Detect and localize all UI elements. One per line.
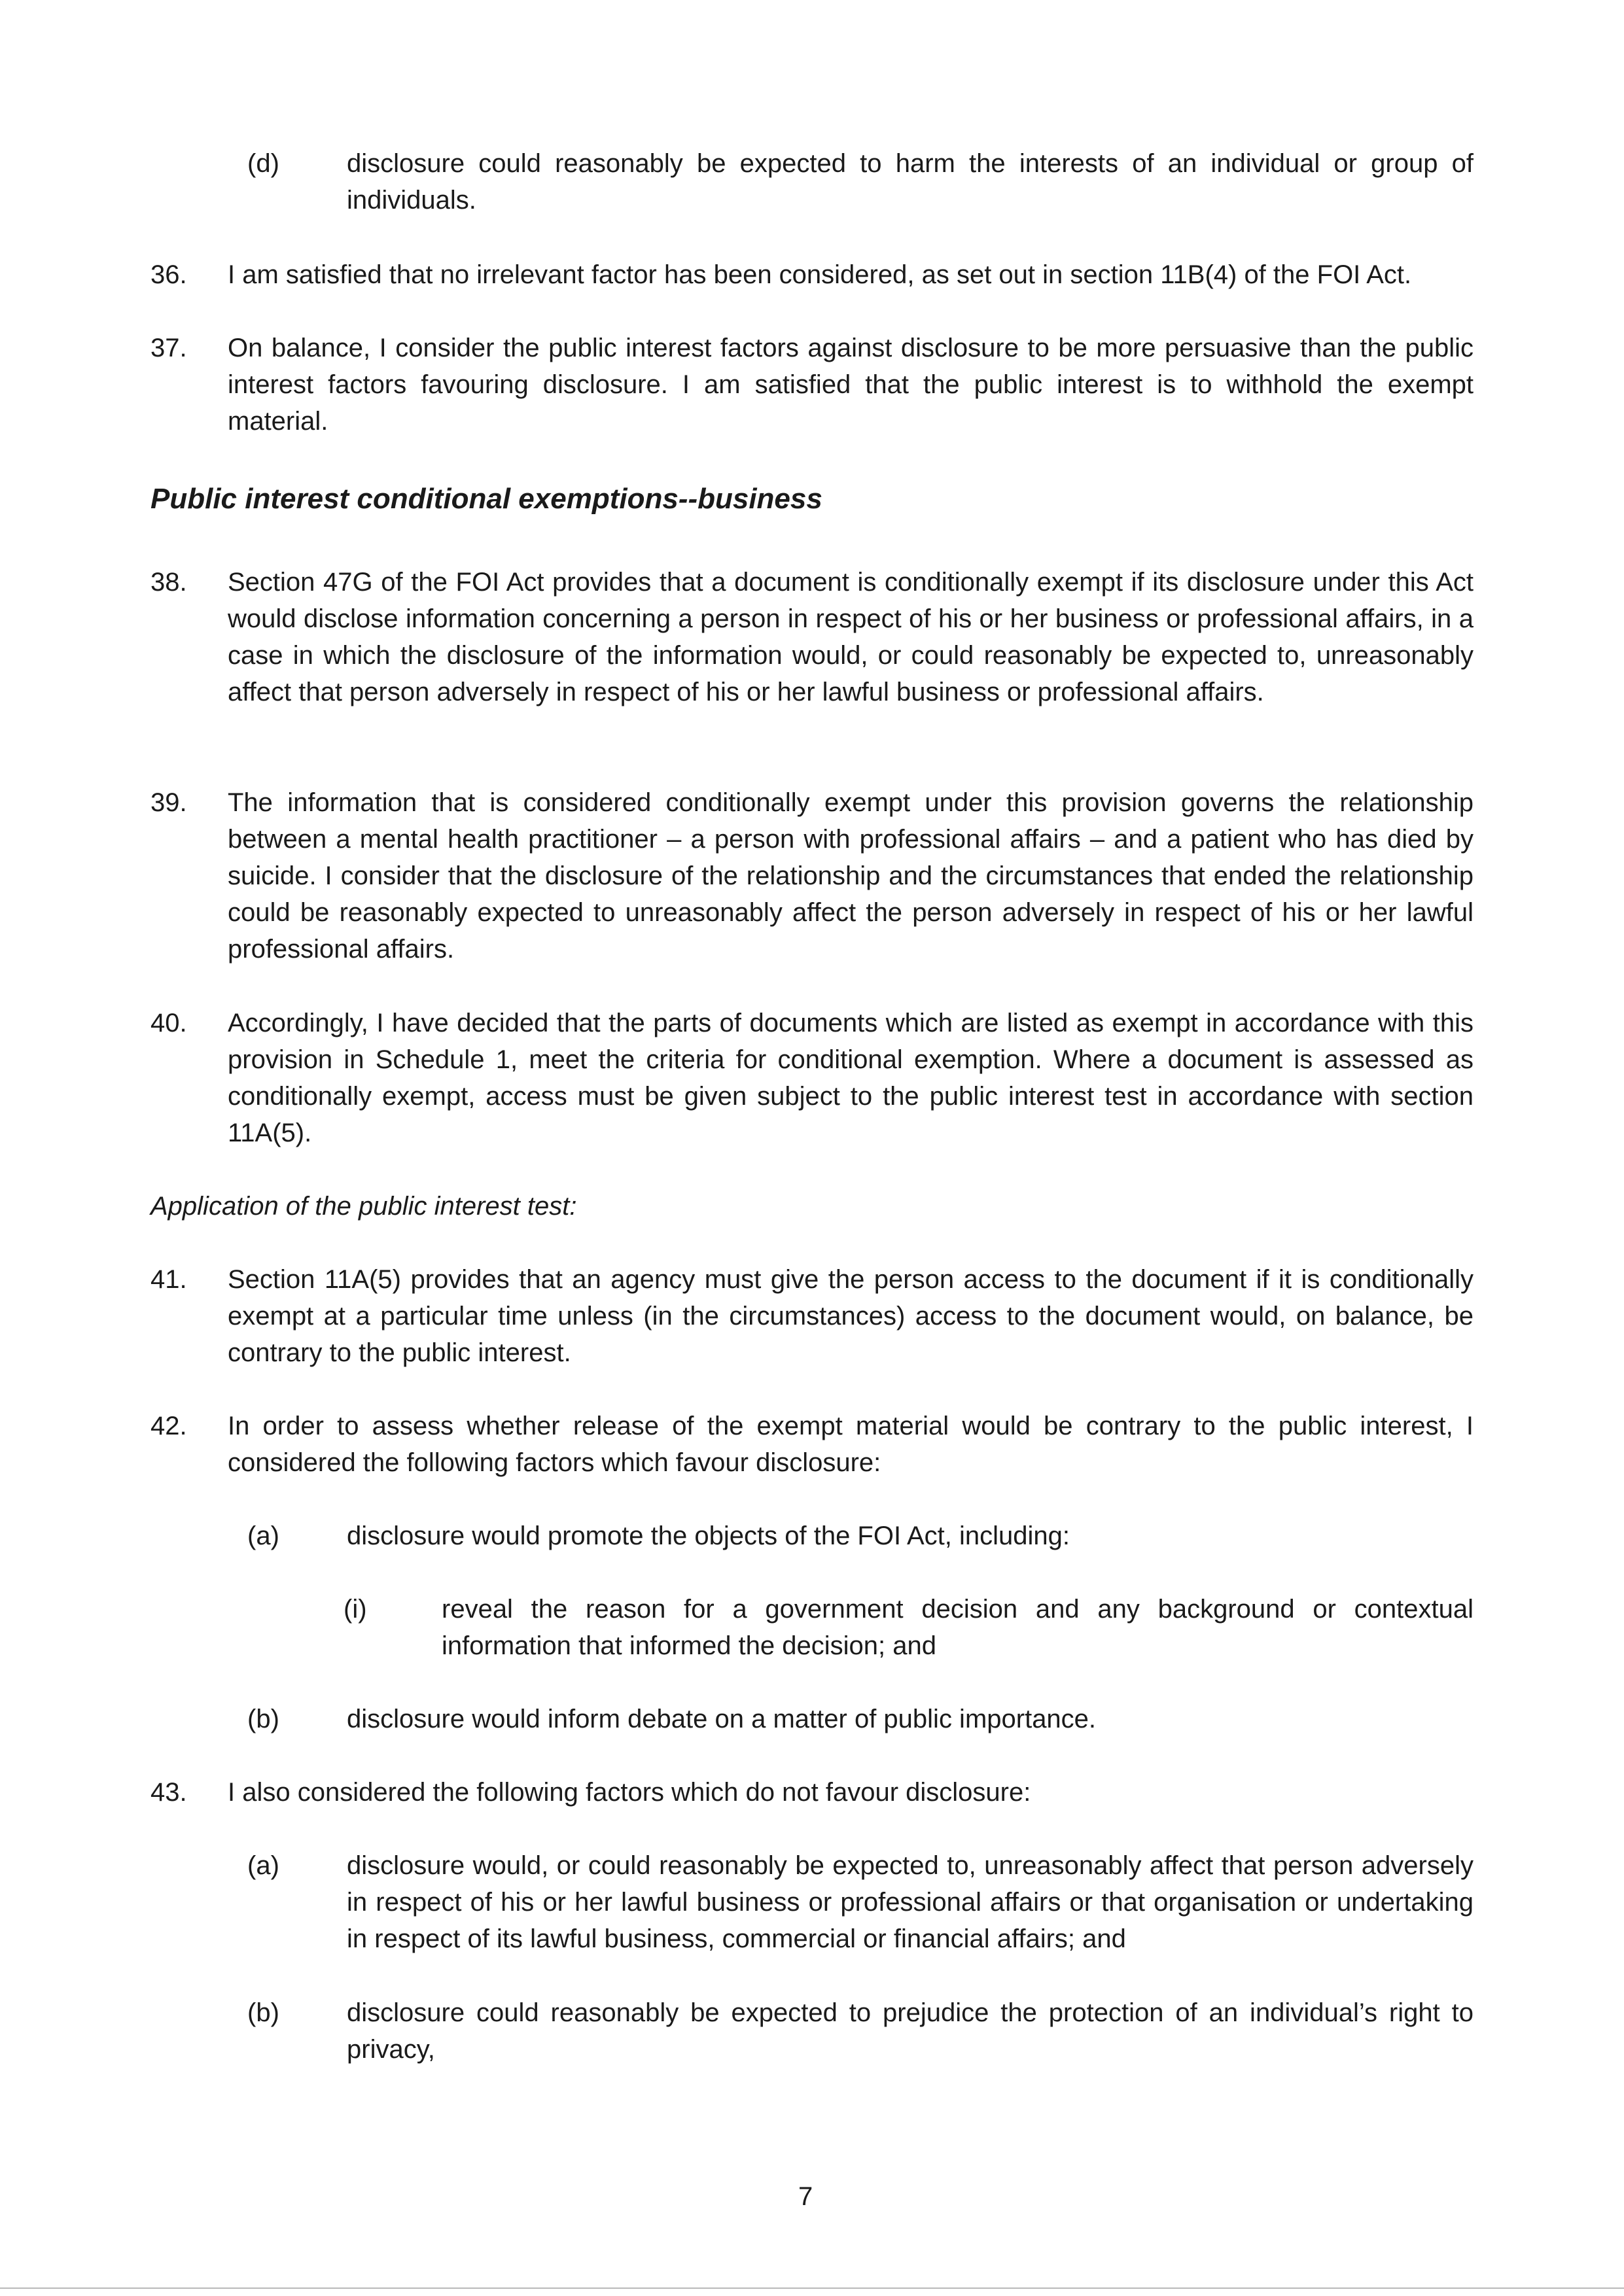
paragraph-number-40: 40. bbox=[150, 1009, 187, 1037]
paragraph-36: I am satisfied that no irrelevant factor has been considered, as set out in section 11B(4) of the FOI Act. bbox=[228, 260, 1412, 289]
item-label-42ai: (i) bbox=[344, 1595, 367, 1624]
paragraph-number-41: 41. bbox=[150, 1265, 187, 1294]
item-label-d: (d) bbox=[247, 149, 279, 178]
item-text-42ai: reveal the reason for a government decision and any background or contextual information that informed the decision; and bbox=[442, 1595, 1474, 1660]
item-label-43a: (a) bbox=[247, 1851, 279, 1880]
item-label-42b: (b) bbox=[247, 1705, 279, 1733]
paragraph-41: Section 11A(5) provides that an agency must give the person access to the document if it is conditionally exempt at a particular time unless (in the circumstances) access to the document would, on balance, be contrary to the public interest. bbox=[228, 1265, 1474, 1367]
subheading: Application of the public interest test: bbox=[150, 1192, 577, 1221]
scan-edge-line bbox=[0, 2287, 1624, 2289]
paragraph-number-38: 38. bbox=[150, 568, 187, 597]
item-text-42b: disclosure would inform debate on a matter of public importance. bbox=[347, 1705, 1097, 1733]
paragraph-42: In order to assess whether release of the exempt material would be contrary to the public interest, I considered the following factors which favour disclosure: bbox=[228, 1412, 1474, 1477]
paragraph-37: On balance, I consider the public interest factors against disclosure to be more persuasive than the public interest factors favouring disclosure. I am satisfied that the public interest is to withhold the exempt material. bbox=[228, 334, 1474, 436]
item-text-d: disclosure could reasonably be expected to harm the interests of an individual or group of individuals. bbox=[347, 149, 1474, 215]
item-text-43b: disclosure could reasonably be expected to prejudice the protection of an individual’s right to privacy, bbox=[347, 1998, 1474, 2064]
paragraph-43: I also considered the following factors which do not favour disclosure: bbox=[228, 1778, 1031, 1807]
paragraph-number-43: 43. bbox=[150, 1778, 187, 1807]
paragraph-39: The information that is considered conditionally exempt under this provision governs the relationship between a mental health practitioner – a person with professional affairs – and a patient who has died by suicide. I consider that the disclosure of the relationship and the circumstances that ended the relationship could be reasonably expected to unreasonably affect the person adversely in respect of his or her lawful professional affairs. bbox=[228, 788, 1474, 964]
page-number: 7 bbox=[798, 2182, 813, 2211]
item-text-43a: disclosure would, or could reasonably be expected to, unreasonably affect that person adversely in respect of his or her lawful business or professional affairs or that organisation or undertaking in respect of its lawful business, commercial or financial affairs; and bbox=[347, 1851, 1474, 1953]
paragraph-number-36: 36. bbox=[150, 260, 187, 289]
paragraph-number-37: 37. bbox=[150, 334, 187, 362]
item-text-42a: disclosure would promote the objects of the FOI Act, including: bbox=[347, 1522, 1070, 1550]
item-label-42a: (a) bbox=[247, 1522, 279, 1550]
paragraph-40: Accordingly, I have decided that the parts of documents which are listed as exempt in accordance with this provision in Schedule 1, meet the criteria for conditional exemption. Where a document is assessed as conditionally exempt, access must be given subject to the public interest test in accordance with section 11A(5). bbox=[228, 1009, 1474, 1147]
paragraph-number-42: 42. bbox=[150, 1412, 187, 1440]
paragraph-number-39: 39. bbox=[150, 788, 187, 817]
paragraph-38: Section 47G of the FOI Act provides that a document is conditionally exempt if its disclosure under this Act would disclose information concerning a person in respect of his or her business or professional affairs, in a case in which the disclosure of the information would, or could reasonably be expected to, unreasonably affect that person adversely in respect of his or her lawful business or professional affairs. bbox=[228, 568, 1474, 706]
section-heading: Public interest conditional exemptions--business bbox=[150, 483, 822, 515]
item-label-43b: (b) bbox=[247, 1998, 279, 2027]
